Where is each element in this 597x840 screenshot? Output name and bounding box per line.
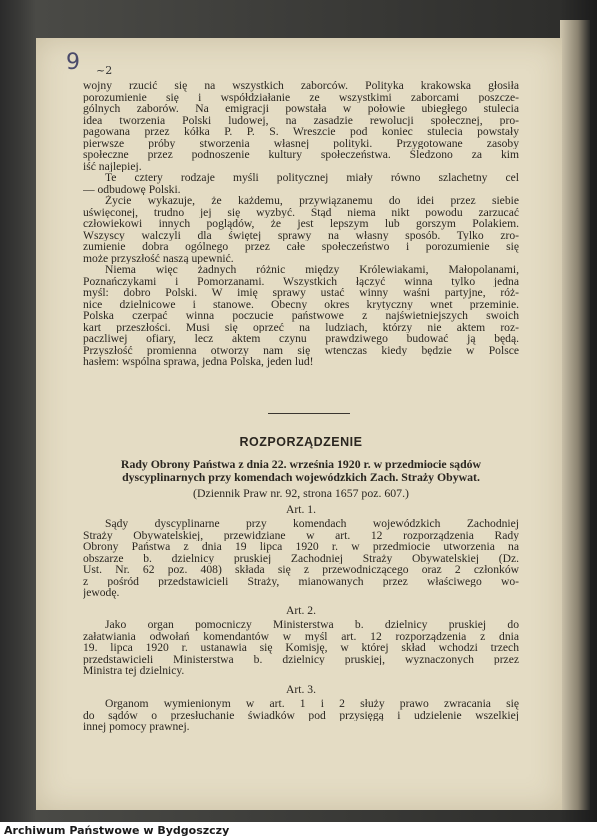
page-number: ~2	[96, 64, 113, 77]
text-line: społeczne przez podnoszenie kultury społeczeństwa. Śledzono za kim	[83, 149, 519, 161]
text-line: jewodę.	[83, 587, 120, 599]
text-line: paczliwej ofiary, lecz aktem czynu prawdziwego budować ją będą.	[83, 333, 519, 345]
text-line: Poznańczykami i Pomorzanami. Wszystkich łączyć winna tylko jedna	[83, 275, 519, 287]
article-3-body	[83, 698, 519, 733]
text-line: obszarze b. dzielnicy pruskiej Zachodniej Straży Obywatelskiej (Dz.	[83, 552, 519, 564]
text-line: myśl: dobro Polski. W imię sprawy ustać winny waśni partyjne, róż-	[83, 287, 519, 299]
text-line: pierwsze próby stworzenia własnej polityki. Przygotowane zasoby	[83, 137, 519, 149]
text-line: Obrony Państwa z dnia 19 lipca 1920 r. w przedmiocie utworzenia na	[83, 541, 519, 553]
text-line: innej pomocy prawnej.	[83, 721, 190, 733]
text-line: Niema więc żadnych różnic między Królewiakami, Małopolanami,	[105, 264, 519, 276]
decree-subtitle-line-1: Rady Obrony Państwa z dnia 22. września 1920 r. w przedmiocie sądów	[120, 457, 482, 471]
text-line: 19. lipca 1920 r. ustanawia się Komisję, w której skład wchodzi trzech	[83, 642, 519, 654]
article-2-label: Art. 2.	[286, 604, 316, 617]
text-line: z pośród przedstawicieli Straży, mianowanych przez właściwego wo-	[83, 575, 519, 587]
text-line: Życie wykazuje, że każdemu, przywiązanemu do idei przez siebie	[105, 195, 519, 207]
text-line: zumienie dobra ogólnego przez całe społeczeństwo i porozumienie się	[83, 241, 519, 253]
text-line: załatwiania odwołań komendantów w myśl art. 12 rozporządzenia z dnia	[83, 630, 519, 642]
paragraph-2	[83, 172, 519, 195]
text-line: nice dzielnicowe i stanowe. Obecny okres krytyczny wnet przeminie.	[83, 298, 519, 310]
article-1-body	[83, 518, 519, 599]
article-3-label: Art. 3.	[286, 683, 316, 696]
decree-subtitle-line-2: dyscyplinarnych przy komendach wojewódzkich Zach. Straży Obywat.	[122, 470, 480, 484]
text-line: Przyszłość promienna otworzy nam się wtenczas kiedy będzie w Polsce	[83, 344, 519, 356]
text-line: Ministra tej dzielnicy.	[83, 665, 185, 677]
text-line: Te cztery rodzaje myśli politycznej miały równo szlachetny cel	[105, 172, 519, 184]
paragraph-1	[83, 80, 519, 172]
text-line: porozumienie się i współdziałanie ze wszystkimi zaborcami poszcze-	[83, 91, 519, 103]
text-line: hasłem: wspólna sprawa, jedna Polska, jeden lud!	[83, 356, 314, 368]
text-line: Wszyscy walczyli dla świętej sprawy na własny sposób. Tylko zro-	[83, 229, 519, 241]
text-line: wojny rzucić się na wszystkich zaborców. Polityka krakowska głosiła	[83, 80, 519, 92]
text-line: może przyszłość naszą upewnić.	[83, 252, 234, 264]
text-line: Polska czerpać winna poczucie państwowe z najświetniejszych swoich	[83, 310, 519, 322]
paragraph-4	[83, 264, 519, 368]
text-line: przedstawicieli Ministerstwa b. dzielnicy pruskiej, wyznaczonych przez	[83, 653, 519, 665]
archive-name: Archiwum Państwowe w Bydgoszczy	[4, 824, 230, 837]
text-line: Ust. Nr. 62 poz. 408) składa się z przewodniczącego oraz 2 członków	[83, 564, 519, 576]
article-2-body	[83, 619, 519, 677]
text-line: Sądy dyscyplinarne przy komendach wojewódzkich Zachodniej	[105, 518, 519, 530]
text-line: iść najlepiej.	[83, 160, 142, 172]
text-line: gólnych zaborów. Na emigracji powstała w połowie ubiegłego stulecia	[83, 103, 519, 115]
decree-reference: (Dziennik Praw nr. 92, strona 1657 poz. 607.)	[193, 486, 409, 500]
text-line: Straży Obywatelskiej, przewidziane w art. 12 rozporządzenia Rady	[83, 529, 519, 541]
text-line: idea tworzenia Polski ludowej, na zasadzie rewolucji społecznej, pro-	[83, 114, 519, 126]
text-line: pagowana przez kółka P. P. S. Wreszcie pod koniec stulecia powstały	[83, 126, 519, 138]
text-line: uświęconej, trudno jej się wyzbyć. Stąd niema nikt powodu zarzucać	[83, 206, 519, 218]
text-line: Organom wymienionym w art. 1 i 2 służy prawo zwracania się	[105, 698, 519, 710]
text-line: do sądów o przesłuchanie świadków pod przysięgą i udzielenie wszelkiej	[83, 709, 519, 721]
text-line: Jako organ pomocniczy Ministerstwa b. dzielnicy pruskiej do	[105, 619, 519, 631]
paragraph-3	[83, 195, 519, 264]
folio-number: 9	[66, 50, 80, 75]
text-line: — odbudowę Polski.	[83, 183, 181, 195]
page-edge	[560, 20, 590, 810]
article-1-label: Art. 1.	[286, 503, 316, 516]
text-line: kart przeszłości. Musi się oprzeć na ludziach, którzy nie aktem roz-	[83, 321, 519, 333]
decree-title: ROZPORZĄDZENIE	[239, 435, 363, 449]
archive-footer	[0, 822, 597, 840]
text-line: człowiekowi innych poglądów, że jest lepszym lub gorszym Polakiem.	[83, 218, 519, 230]
section-divider	[268, 413, 350, 414]
